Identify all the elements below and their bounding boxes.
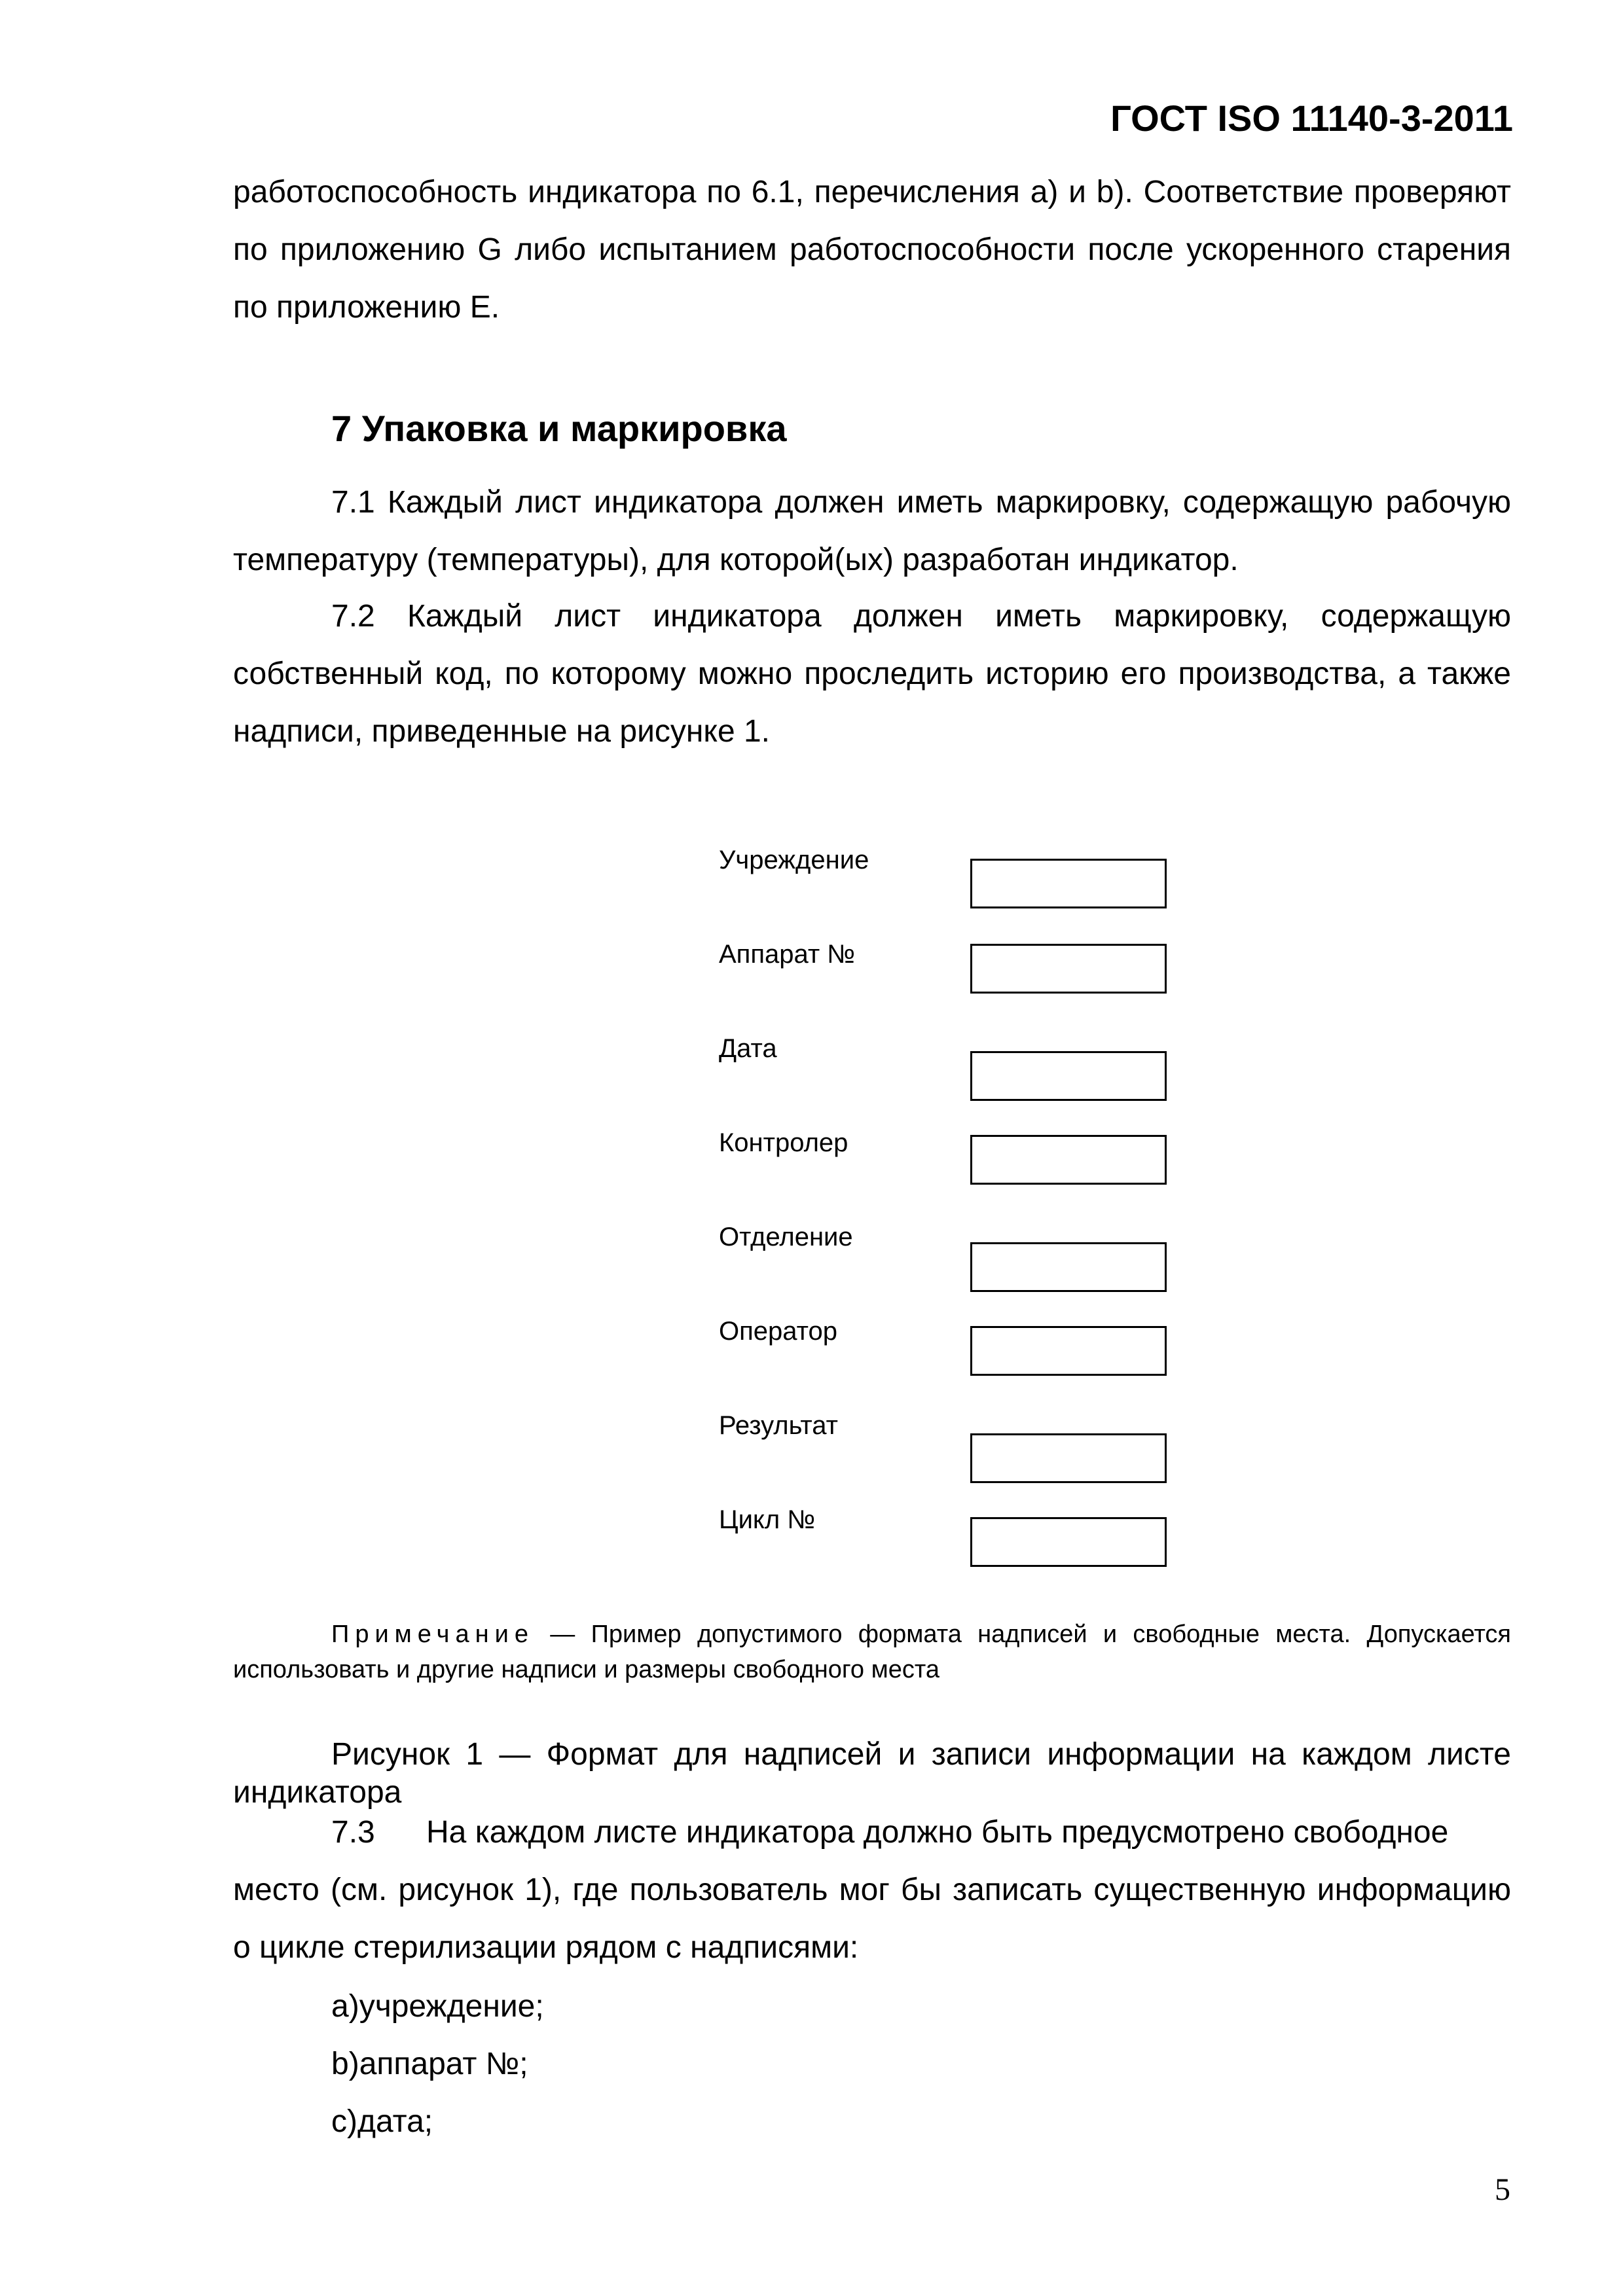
list-marker: а) [331, 1989, 359, 2024]
figure-caption: Рисунок 1 — Формат для надписей и записи информации на каждом листе индикатора [233, 1737, 1511, 1810]
section-heading: 7 Упаковка и маркировка [331, 408, 787, 449]
form-field-row [719, 1505, 1177, 1558]
document-code: ГОСТ ISO 11140-3-2011 [1110, 98, 1513, 139]
form-field-box [970, 944, 1167, 994]
form-field-box [970, 1326, 1167, 1376]
form-field-box [970, 1517, 1167, 1567]
paragraph-7-3-lead: На каждом листе индикатора должно быть предусмотрено свободное [426, 1815, 1449, 1850]
paragraph-7-3-first-line [233, 1804, 1511, 1861]
form-field-box [970, 1135, 1167, 1185]
figure-note [233, 1617, 1511, 1687]
form-field-row [719, 1317, 1177, 1369]
paragraph-7-1: 7.1 Каждый лист индикатора должен иметь маркировку, содержащую рабочую температуру (температуры), для которой(ых) разработан индикатор. [233, 485, 1511, 577]
form-field-label: Цикл № [719, 1505, 816, 1534]
list-marker: b) [331, 2047, 359, 2081]
form-field-label: Результат [719, 1411, 838, 1440]
form-field-label: Отделение [719, 1223, 853, 1251]
intro-paragraph: работоспособность индикатора по 6.1, перечисления а) и b). Соответствие проверяют по приложению G либо испытанием работоспособности после ускоренного старения по приложению E. [233, 175, 1511, 325]
list-item [331, 2046, 528, 2082]
form-field-row [719, 1411, 1177, 1463]
form-field-label: Аппарат № [719, 940, 856, 969]
form-field-box [970, 1433, 1167, 1483]
paragraph-7-3-body: место (см. рисунок 1), где пользователь мог бы записать существенную информацию о цикле стерилизации рядом с надписями: [233, 1873, 1511, 1965]
form-field-row [719, 846, 1177, 898]
form-field-label: Дата [719, 1034, 777, 1063]
paragraph-7-2: 7.2 Каждый лист индикатора должен иметь маркировку, содержащую собственный код, по которому можно проследить историю его производства, а также надписи, приведенные на рисунке 1. [233, 599, 1511, 749]
list-text: аппарат №; [359, 2047, 528, 2081]
form-field-label: Оператор [719, 1317, 837, 1346]
list-item [331, 1988, 544, 2024]
list-marker: с) [331, 2104, 357, 2139]
paragraph-7-3 [233, 1804, 1511, 1977]
list-text: учреждение; [359, 1989, 544, 2024]
form-field-label: Контролер [719, 1128, 848, 1157]
note-text: — Пример допустимого формата надписей и свободные места. Допускается использовать и другие надписи и размеры свободного места [233, 1621, 1511, 1683]
form-field-box [970, 859, 1167, 908]
form-field-label: Учреждение [719, 846, 869, 874]
paragraph-number: 7.3 [331, 1815, 375, 1850]
list-text: дата; [357, 2104, 433, 2139]
form-field-row [719, 1034, 1177, 1086]
page-number: 5 [1495, 2172, 1510, 2207]
form-field-row [719, 940, 1177, 992]
form-field-box [970, 1051, 1167, 1101]
note-prefix: Примечание [331, 1621, 534, 1648]
form-field-box [970, 1242, 1167, 1292]
form-field-row [719, 1128, 1177, 1181]
form-field-row [719, 1223, 1177, 1275]
list-item [331, 2104, 433, 2140]
